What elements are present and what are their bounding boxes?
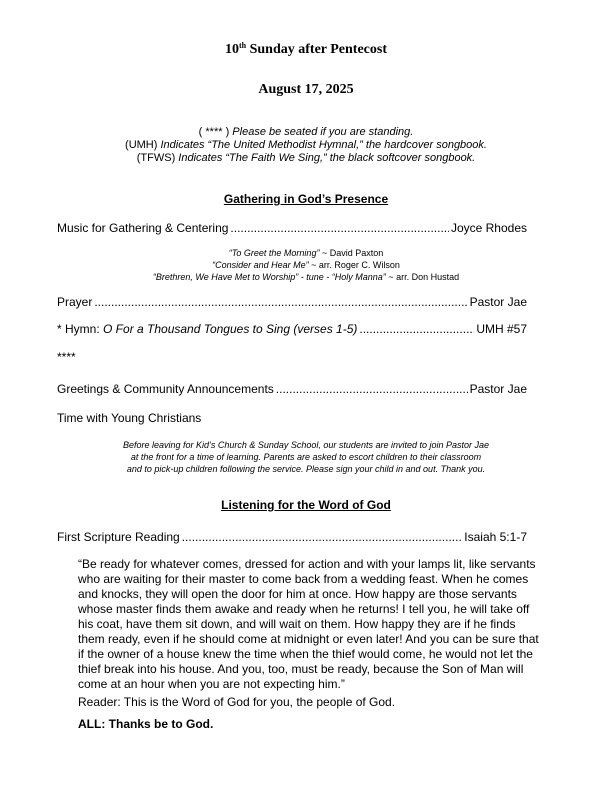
note-tfws: (TFWS) Indicates “The Faith We Sing,” the black softcover songbook. [136,152,476,164]
section-heading-gathering: Gathering in God’s Presence [223,192,389,206]
dot-leader [359,322,474,336]
hymn-title: O For a Thousand Tongues to Sing (verses 1-5) [103,322,358,336]
reading-reference: Isaiah 5:1-7 [464,530,527,544]
scripture-line: if the owner of a house knew the time when the thief would come, he would not let the [78,647,533,661]
scripture-line: his coat, have them sit down, and will wait on them. How happy they are if he finds [78,617,516,631]
scripture-line: come at an hour when you are not expecting him.” [78,677,345,691]
prayer-leader: Pastor Jae [469,295,527,309]
dot-leader [276,382,468,396]
title-suffix: th [238,41,247,50]
scripture-line: them ready, even if he should come at midnight or even later! And you can be sure that [78,632,539,646]
order-item-first-reading [57,530,527,544]
order-item-prayer [57,295,527,309]
song-item: “Consider and Hear Me” ~ arr. Roger C. Wilson [212,260,400,270]
page-title [0,41,612,58]
note-umh: (UMH) Indicates “The United Methodist Hymnal,” the hardcover songbook. [125,139,487,151]
reader-response: Reader: This is the Word of God for you, the people of God. [78,695,396,709]
seated-marker: **** [57,350,76,364]
scripture-text [78,557,548,692]
music-label: Music for Gathering & Centering [57,221,229,235]
music-performer: Joyce Rhodes [450,221,527,235]
scripture-line: and knocks, they will open the door for him at once. How happy are those servants [78,587,517,601]
song-item: “To Greet the Morning” ~ David Paxton [228,248,384,258]
scripture-line: “Be ready for whatever comes, dressed for action and with your lamps lit, like servants [78,557,536,571]
notes-legend [0,126,612,165]
music-list [0,247,612,283]
order-item-young-christians: Time with Young Christians [57,411,202,425]
order-item-music [57,221,527,235]
order-item-hymn [57,322,527,336]
prayer-label: Prayer [57,295,93,309]
hymn-label: * Hymn: O For a Thousand Tongues to Sing (verses 1-5) [57,322,358,336]
greetings-leader: Pastor Jae [469,382,527,396]
reading-label: First Scripture Reading [57,530,180,544]
congregation-response: ALL: Thanks be to God. [78,717,214,731]
service-date: August 17, 2025 [258,82,354,97]
song-item: “Brethren, We Have Met to Worship” - tune - “Holy Manna” ~ arr. Don Hustad [152,272,460,282]
order-item-greetings [57,382,527,396]
title-rest: Sunday after Pentecost [246,42,388,57]
hymn-number: UMH #57 [476,322,527,336]
section-heading-listening: Listening for the Word of God [221,498,391,512]
young-christians-note: Before leaving for Kid’s Church & Sunday School, our students are invited to join Pastor Jae at the front for a time of learning. Parents are asked to escort children to their classroom and to pick-up children following the service. Please sign your child in and out. Thank you. [122,440,490,474]
greetings-label: Greetings & Community Announcements [57,382,274,396]
title-number: 10 [224,42,239,57]
scripture-line: who are waiting for their master to come back from a wedding feast. When he comes [78,572,529,586]
dot-leader [182,530,463,544]
dot-leader [230,221,449,235]
scripture-line: thief break into his house. And you, too, must be ready, because the Son of Man will [78,662,524,676]
scripture-line: whose master finds them awake and ready when he returns! I tell you, he will take off [78,602,530,616]
dot-leader [94,295,467,309]
note-seated: ( **** ) Please be seated if you are standing. [198,126,414,138]
